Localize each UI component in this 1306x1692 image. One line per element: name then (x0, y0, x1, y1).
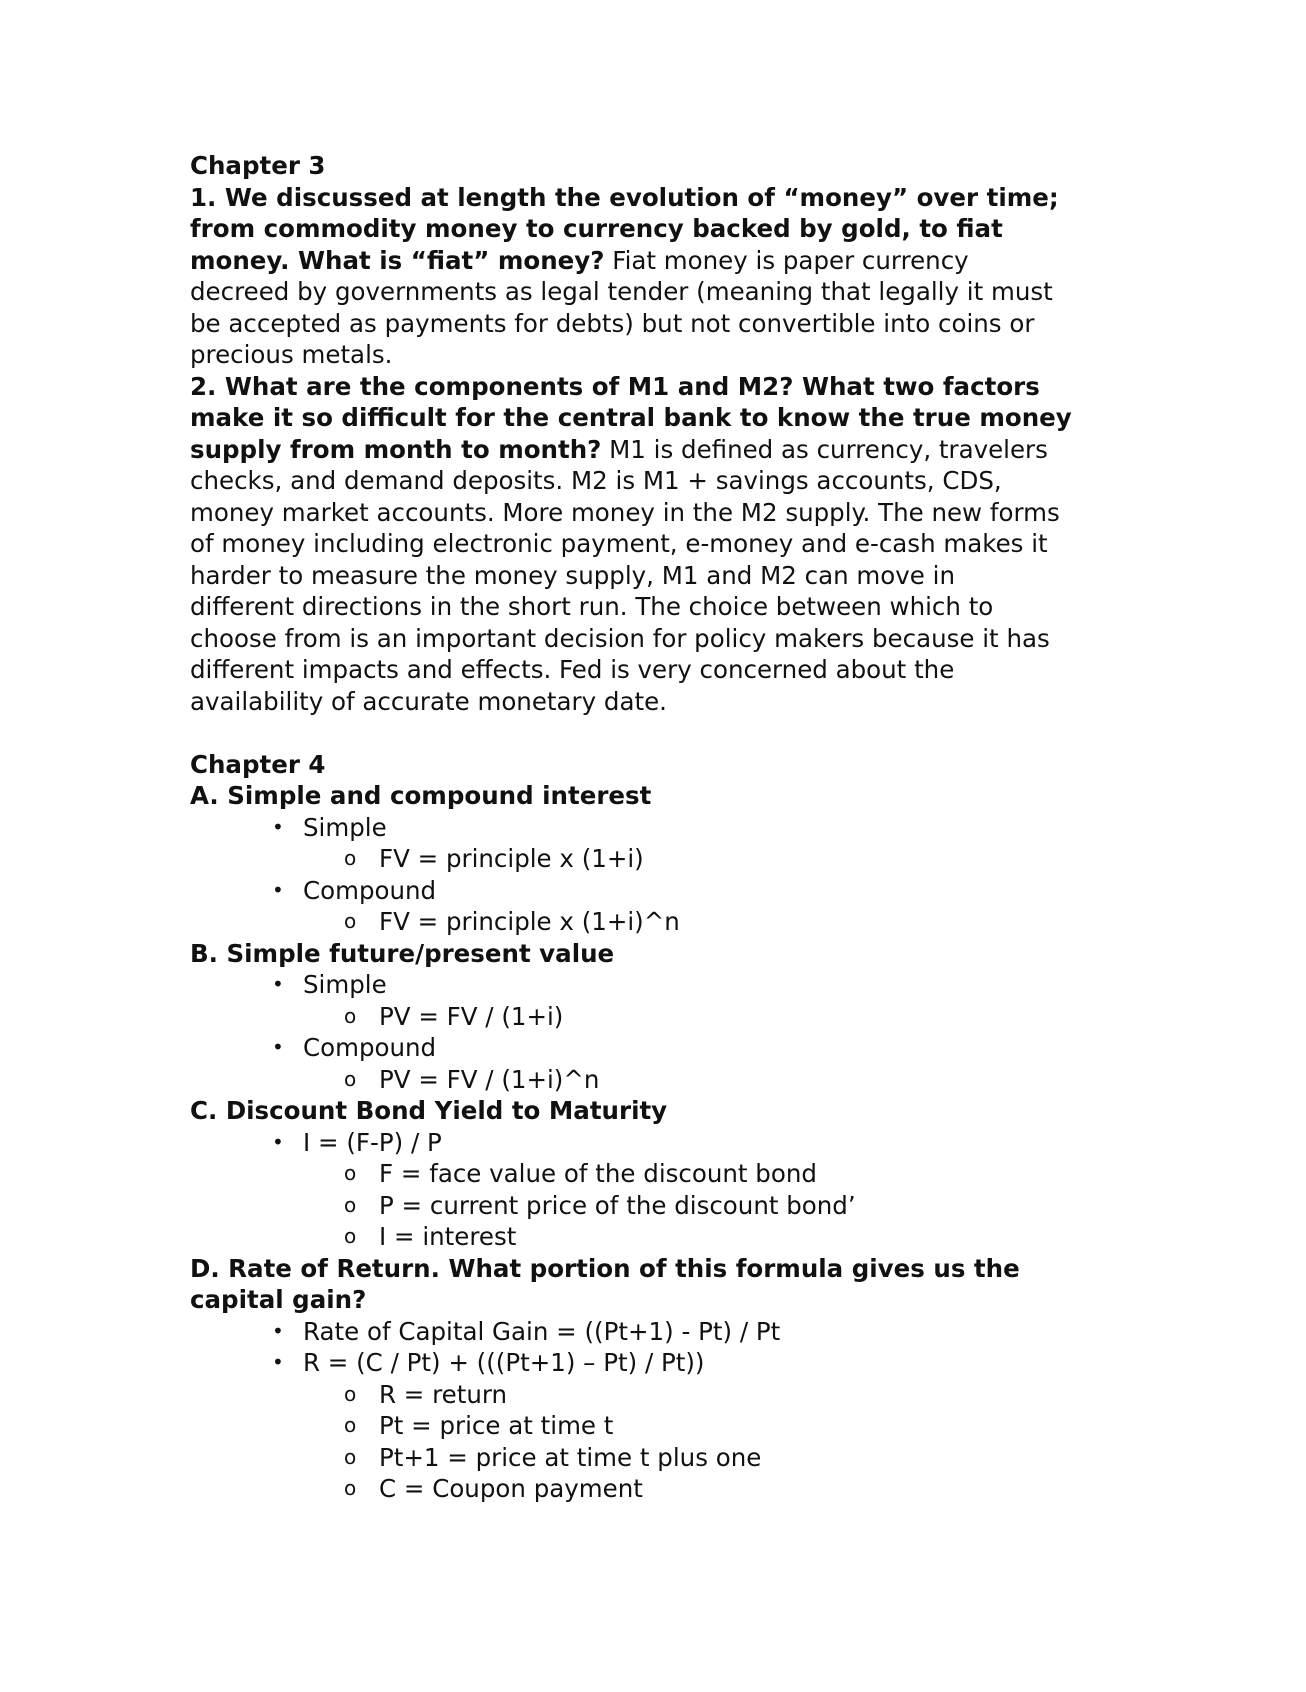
answer-2-text: M1 is defined as currency, travelers (601, 434, 1048, 464)
definition-text: I = interest (379, 1222, 517, 1251)
formula-text: R = (C / Pt) + (((Pt+1) – Pt) / Pt)) (303, 1348, 705, 1377)
formula-text: Rate of Capital Gain = ((Pt+1) - Pt) / Pt (303, 1316, 781, 1346)
definition-text: P = current price of the discount bond’ (379, 1190, 856, 1220)
answer-2-text: of money including electronic payment, e-money and e-cash makes it (190, 529, 1048, 558)
bullet-icon: • (272, 1035, 284, 1059)
answer-2-text: harder to measure the money supply, M1 and M2 can move in (190, 560, 955, 590)
document-page (190, 150, 1120, 1505)
list-item (190, 1190, 1120, 1222)
list-item (190, 1316, 1120, 1348)
bullet-icon: • (272, 1318, 284, 1343)
formula-text: I = (F-P) / P (303, 1127, 442, 1157)
answer-1-text: decreed by governments as legal tender (meaning that legally it must (190, 277, 1053, 306)
list-item-text: Simple (303, 812, 387, 842)
list-item (190, 969, 1120, 1001)
bullet-icon: • (272, 814, 284, 839)
section-spacer (190, 717, 1120, 749)
chapter-4-heading: Chapter 4 (190, 749, 326, 779)
section-b-title: B. Simple future/present value (190, 938, 615, 968)
circle-bullet-icon: o (344, 1444, 357, 1469)
formula-text: PV = FV / (1+i) (379, 1001, 564, 1031)
list-item (190, 1347, 1120, 1379)
bullet-icon: • (272, 877, 284, 902)
answer-2-text: availability of accurate monetary date. (190, 686, 667, 716)
circle-bullet-icon: o (344, 846, 357, 870)
question-2-text: supply from month to month? (190, 434, 602, 464)
section-a-title: A. Simple and compound interest (190, 781, 652, 810)
list-item (190, 812, 1120, 844)
question-1-text: money. What is “fiat” money? (190, 245, 605, 275)
formula-text: PV = FV / (1+i)^n (379, 1064, 600, 1094)
question-1-text: 1. We discussed at length the evolution of “money” over time; (190, 182, 1059, 212)
list-item (190, 1032, 1120, 1064)
section-d-title: D. Rate of Return. What portion of this formula gives us the (190, 1253, 1020, 1283)
section-c-title: C. Discount Bond Yield to Maturity (190, 1096, 668, 1125)
answer-2-text: different impacts and effects. Fed is very concerned about the (190, 655, 955, 684)
circle-bullet-icon: o (344, 1413, 357, 1437)
circle-bullet-icon: o (344, 1381, 357, 1406)
list-item (190, 1221, 1120, 1253)
formula-text: FV = principle x (1+i)^n (379, 907, 680, 936)
list-item-text: Simple (303, 970, 387, 999)
list-item (190, 1473, 1120, 1505)
question-1-text: from commodity money to currency backed by gold, to fiat (190, 214, 1003, 243)
list-item-text: Compound (303, 875, 437, 905)
list-item-text: Compound (303, 1033, 437, 1062)
bullet-icon: • (272, 1129, 284, 1154)
bullet-icon: • (272, 1350, 284, 1374)
formula-text: FV = principle x (1+i) (379, 844, 644, 873)
circle-bullet-icon: o (344, 1161, 357, 1185)
list-item (190, 906, 1120, 938)
answer-1-text: precious metals. (190, 340, 393, 369)
answer-1-text: Fiat money is paper currency (604, 245, 969, 275)
circle-bullet-icon: o (344, 1066, 357, 1091)
list-item (190, 1379, 1120, 1411)
list-item (190, 1127, 1120, 1159)
circle-bullet-icon: o (344, 909, 357, 933)
question-2-text: 2. What are the components of M1 and M2? What two factors (190, 371, 1040, 401)
question-1-line (190, 245, 1120, 277)
question-2-line (190, 434, 1120, 466)
answer-2-text: money market accounts. More money in the M2 supply. The new forms (190, 497, 1060, 527)
circle-bullet-icon: o (344, 1224, 357, 1248)
definition-text: F = face value of the discount bond (379, 1159, 817, 1188)
list-item (190, 875, 1120, 907)
list-item (190, 1410, 1120, 1442)
list-item (190, 843, 1120, 875)
list-item (190, 1158, 1120, 1190)
definition-text: Pt+1 = price at time t plus one (379, 1442, 762, 1472)
section-d-title: capital gain? (190, 1285, 367, 1314)
answer-2-text: different directions in the short run. The choice between which to (190, 592, 994, 621)
answer-2-text: checks, and demand deposits. M2 is M1 + savings accounts, CDS, (190, 466, 1002, 495)
definition-text: Pt = price at time t (379, 1411, 614, 1440)
answer-2-text: choose from is an important decision for policy makers because it has (190, 623, 1050, 653)
list-item (190, 1001, 1120, 1033)
circle-bullet-icon: o (344, 1003, 357, 1028)
bullet-icon: • (272, 972, 284, 996)
circle-bullet-icon: o (344, 1192, 357, 1217)
question-2-text: make it so difficult for the central bank to know the true money (190, 403, 1072, 432)
definition-text: C = Coupon payment (379, 1474, 643, 1503)
answer-1-text: be accepted as payments for debts) but not convertible into coins or (190, 308, 1035, 338)
chapter-3-heading: Chapter 3 (190, 151, 326, 180)
list-item (190, 1442, 1120, 1474)
list-item (190, 1064, 1120, 1096)
circle-bullet-icon: o (344, 1476, 357, 1500)
definition-text: R = return (379, 1379, 508, 1409)
